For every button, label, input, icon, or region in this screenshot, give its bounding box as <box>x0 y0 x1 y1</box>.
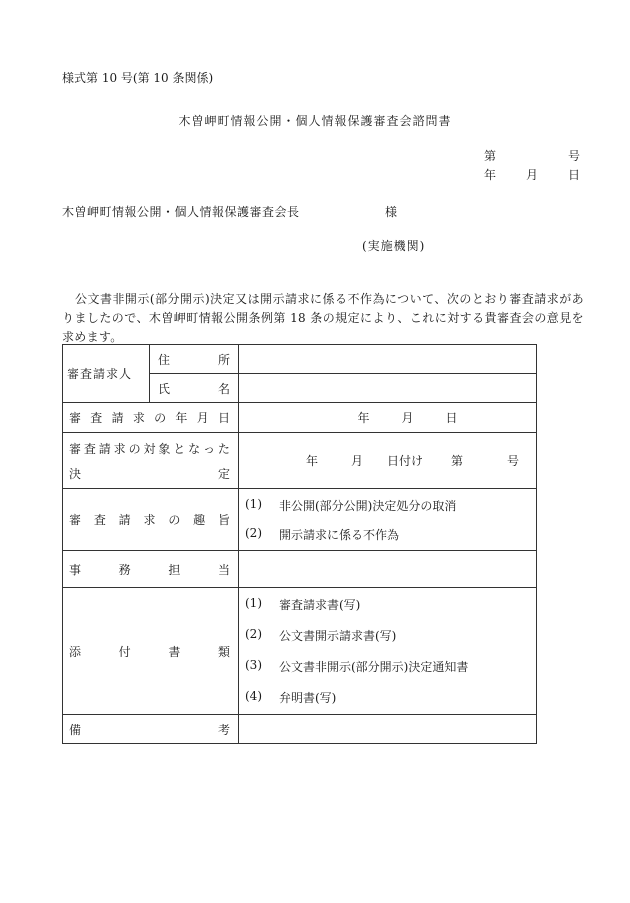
staff-label: 事 務 担 当 <box>63 551 239 588</box>
name-value[interactable] <box>239 374 537 403</box>
address-row <box>63 345 537 374</box>
attachment-item[interactable]: (1) 審査請求書(写) <box>245 596 361 612</box>
attachment-item[interactable]: (2) 公文書開示請求書(写) <box>245 627 397 643</box>
staff-value[interactable] <box>239 551 537 588</box>
addressee-honorific: 様 <box>385 205 398 219</box>
address-value[interactable] <box>239 345 537 374</box>
number-suffix: 号 <box>567 149 580 163</box>
request-date-label: 審 査 請 求 の 年 月 日 <box>63 403 239 433</box>
requester-label: 審査請求人 <box>63 345 150 403</box>
remarks-label: 備 考 <box>63 715 239 744</box>
attachments-value <box>239 588 537 715</box>
name-label: 氏 名 <box>150 374 239 403</box>
subject-row <box>63 433 537 489</box>
number-prefix: 第 <box>484 149 497 163</box>
subject-label: 審 査 請 求 の 対 象 と な っ た 決 定 <box>63 433 239 489</box>
subject-value[interactable]: 年 月 日付け 第 号 <box>239 433 537 489</box>
document-title: 木曽岬町情報公開・個人情報保護審査会諮問書 <box>178 114 452 128</box>
address-label: 住 所 <box>150 345 239 374</box>
date-year: 年 <box>484 168 497 182</box>
implementing-agency: (実施機関) <box>362 239 426 253</box>
purpose-item[interactable]: (2) 開示請求に係る不作為 <box>245 525 400 542</box>
purpose-item[interactable]: (1) 非公開(部分公開)決定処分の取消 <box>245 496 457 513</box>
remarks-row <box>63 715 537 744</box>
purpose-row <box>63 489 537 551</box>
purpose-label: 審 査 請 求 の 趣 旨 <box>63 489 239 551</box>
attachment-item[interactable]: (4) 弁明書(写) <box>245 689 337 705</box>
request-date-row <box>63 403 537 433</box>
request-table <box>62 344 537 744</box>
attachments-row <box>63 588 537 715</box>
attachments-label: 添 付 書 類 <box>63 588 239 715</box>
purpose-value <box>239 489 537 551</box>
body-paragraph: 公文書非開示(部分開示)決定又は開示請求に係る不作為について、次のとおり審査請求がありましたので、木曽岬町情報公開条例第 18 条の規定により、これに対する貴審査会の意見を求めます。 <box>62 292 584 344</box>
attachment-item[interactable]: (3) 公文書非開示(部分開示)決定通知書 <box>245 658 469 674</box>
request-date-value[interactable]: 年 月 日 <box>239 403 537 433</box>
date-day: 日 <box>567 168 580 182</box>
remarks-value[interactable] <box>239 715 537 744</box>
staff-row <box>63 551 537 588</box>
document-number <box>484 147 580 164</box>
document-date <box>484 166 580 183</box>
addressee-name: 木曽岬町情報公開・個人情報保護審査会長 <box>62 205 300 219</box>
date-month: 月 <box>525 168 538 182</box>
form-number: 様式第 10 号(第 10 条関係) <box>62 71 214 85</box>
